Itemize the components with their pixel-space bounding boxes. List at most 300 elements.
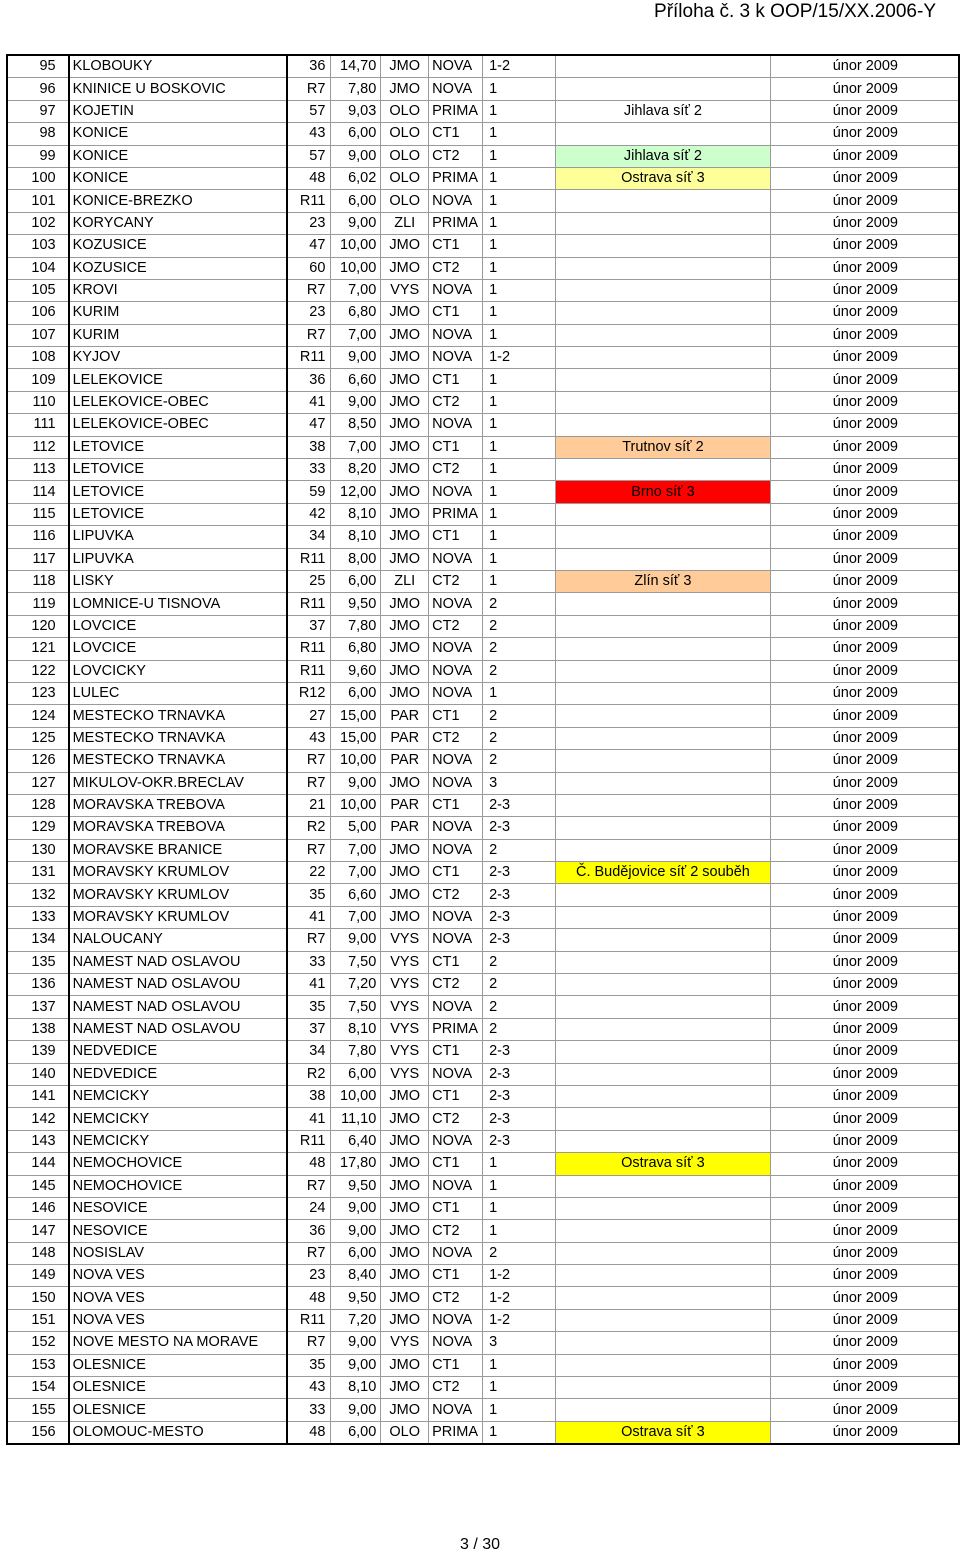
value-cell: 8,10 [331, 1018, 381, 1040]
row-number: 111 [7, 414, 69, 436]
row-number: 99 [7, 145, 69, 167]
zone-cell: 1 [483, 1153, 556, 1175]
location-name: NEMOCHOVICE [69, 1153, 288, 1175]
network-note [556, 794, 770, 816]
row-number: 122 [7, 660, 69, 682]
network-note [556, 593, 770, 615]
row-number: 100 [7, 167, 69, 189]
table-row [7, 1265, 959, 1287]
multiplex-type: CT1 [429, 705, 483, 727]
channel-code: 57 [287, 100, 331, 122]
channel-code: R11 [287, 347, 331, 369]
date-cell: únor 2009 [770, 1018, 959, 1040]
zone-cell: 2 [483, 996, 556, 1018]
value-cell: 6,00 [331, 570, 381, 592]
date-cell: únor 2009 [770, 1041, 959, 1063]
value-cell: 7,50 [331, 996, 381, 1018]
row-number: 121 [7, 638, 69, 660]
multiplex-type: PRIMA [429, 1421, 483, 1444]
zone-cell: 1 [483, 100, 556, 122]
region-code: JMO [381, 1242, 429, 1264]
table-body [7, 55, 959, 1444]
network-note [556, 615, 770, 637]
row-number: 110 [7, 391, 69, 413]
location-name: MORAVSKA TREBOVA [69, 817, 288, 839]
network-note [556, 839, 770, 861]
region-code: JMO [381, 1309, 429, 1331]
multiplex-type: CT1 [429, 1085, 483, 1107]
table-row [7, 347, 959, 369]
date-cell: únor 2009 [770, 414, 959, 436]
network-note [556, 1220, 770, 1242]
channel-code: 34 [287, 526, 331, 548]
zone-cell: 1 [483, 391, 556, 413]
network-note [556, 772, 770, 794]
region-code: JMO [381, 436, 429, 458]
location-name: LETOVICE [69, 503, 288, 525]
location-name: KOZUSICE [69, 235, 288, 257]
network-note [556, 235, 770, 257]
network-note [556, 1399, 770, 1421]
date-cell: únor 2009 [770, 884, 959, 906]
zone-cell: 2 [483, 660, 556, 682]
location-name: OLESNICE [69, 1399, 288, 1421]
date-cell: únor 2009 [770, 638, 959, 660]
location-name: NOSISLAV [69, 1242, 288, 1264]
channel-code: 36 [287, 369, 331, 391]
multiplex-type: NOVA [429, 1175, 483, 1197]
multiplex-type: NOVA [429, 481, 483, 503]
zone-cell: 2 [483, 951, 556, 973]
value-cell: 7,00 [331, 324, 381, 346]
table-row [7, 593, 959, 615]
value-cell: 9,00 [331, 347, 381, 369]
location-name: KLOBOUKY [69, 55, 288, 78]
network-note [556, 526, 770, 548]
value-cell: 6,00 [331, 1063, 381, 1085]
multiplex-type: NOVA [429, 817, 483, 839]
zone-cell: 1 [483, 279, 556, 301]
network-note [556, 212, 770, 234]
value-cell: 10,00 [331, 257, 381, 279]
date-cell: únor 2009 [770, 974, 959, 996]
region-code: JMO [381, 1197, 429, 1219]
row-number: 145 [7, 1175, 69, 1197]
location-name: KORYCANY [69, 212, 288, 234]
region-code: VYS [381, 1041, 429, 1063]
region-code: JMO [381, 481, 429, 503]
row-number: 103 [7, 235, 69, 257]
multiplex-type: CT1 [429, 794, 483, 816]
date-cell: únor 2009 [770, 145, 959, 167]
zone-cell: 2 [483, 615, 556, 637]
channel-code: R11 [287, 190, 331, 212]
network-note [556, 324, 770, 346]
channel-code: R12 [287, 682, 331, 704]
region-code: PAR [381, 727, 429, 749]
zone-cell: 2 [483, 727, 556, 749]
multiplex-type: CT2 [429, 570, 483, 592]
network-note [556, 1018, 770, 1040]
channel-code: 60 [287, 257, 331, 279]
table-row [7, 929, 959, 951]
zone-cell: 1 [483, 481, 556, 503]
date-cell: únor 2009 [770, 369, 959, 391]
value-cell: 8,00 [331, 548, 381, 570]
date-cell: únor 2009 [770, 772, 959, 794]
date-cell: únor 2009 [770, 190, 959, 212]
date-cell: únor 2009 [770, 839, 959, 861]
zone-cell: 2 [483, 593, 556, 615]
table-row [7, 436, 959, 458]
row-number: 143 [7, 1130, 69, 1152]
zone-cell: 1 [483, 302, 556, 324]
value-cell: 6,80 [331, 302, 381, 324]
value-cell: 9,60 [331, 660, 381, 682]
zone-cell: 2-3 [483, 1108, 556, 1130]
region-code: JMO [381, 257, 429, 279]
date-cell: únor 2009 [770, 503, 959, 525]
table-row [7, 369, 959, 391]
table-row [7, 727, 959, 749]
row-number: 101 [7, 190, 69, 212]
multiplex-type: NOVA [429, 324, 483, 346]
value-cell: 6,00 [331, 190, 381, 212]
date-cell: únor 2009 [770, 817, 959, 839]
multiplex-type: NOVA [429, 682, 483, 704]
network-note [556, 414, 770, 436]
date-cell: únor 2009 [770, 391, 959, 413]
network-note [556, 1287, 770, 1309]
multiplex-type: NOVA [429, 279, 483, 301]
multiplex-type: CT1 [429, 369, 483, 391]
location-name: KURIM [69, 302, 288, 324]
location-name: LETOVICE [69, 436, 288, 458]
value-cell: 11,10 [331, 1108, 381, 1130]
channel-code: 33 [287, 459, 331, 481]
row-number: 114 [7, 481, 69, 503]
date-cell: únor 2009 [770, 78, 959, 100]
row-number: 130 [7, 839, 69, 861]
channel-code: 21 [287, 794, 331, 816]
region-code: JMO [381, 906, 429, 928]
row-number: 124 [7, 705, 69, 727]
location-name: KOJETIN [69, 100, 288, 122]
region-code: VYS [381, 1063, 429, 1085]
multiplex-type: NOVA [429, 55, 483, 78]
location-name: LOMNICE-U TISNOVA [69, 593, 288, 615]
zone-cell: 3 [483, 772, 556, 794]
channel-code: R7 [287, 1242, 331, 1264]
channel-code: 48 [287, 1421, 331, 1444]
location-name: KYJOV [69, 347, 288, 369]
table-row [7, 1175, 959, 1197]
table-row [7, 1108, 959, 1130]
table-row [7, 817, 959, 839]
channel-code: 33 [287, 1399, 331, 1421]
channel-code: R7 [287, 1175, 331, 1197]
zone-cell: 2-3 [483, 906, 556, 928]
table-row [7, 1085, 959, 1107]
channel-code: 43 [287, 727, 331, 749]
network-note [556, 1265, 770, 1287]
value-cell: 6,00 [331, 1242, 381, 1264]
region-code: VYS [381, 1332, 429, 1354]
location-name: MORAVSKA TREBOVA [69, 794, 288, 816]
multiplex-type: NOVA [429, 996, 483, 1018]
location-name: NEMCICKY [69, 1130, 288, 1152]
channel-code: 35 [287, 1354, 331, 1376]
location-name: LOVCICE [69, 638, 288, 660]
row-number: 109 [7, 369, 69, 391]
table-row [7, 862, 959, 884]
network-note [556, 302, 770, 324]
channel-code: 33 [287, 951, 331, 973]
region-code: JMO [381, 660, 429, 682]
location-name: NOVA VES [69, 1287, 288, 1309]
date-cell: únor 2009 [770, 1377, 959, 1399]
channel-code: 47 [287, 414, 331, 436]
channel-code: 35 [287, 884, 331, 906]
channel-code: 23 [287, 212, 331, 234]
date-cell: únor 2009 [770, 526, 959, 548]
network-note [556, 190, 770, 212]
network-note [556, 78, 770, 100]
date-cell: únor 2009 [770, 862, 959, 884]
channel-code: 27 [287, 705, 331, 727]
zone-cell: 1 [483, 526, 556, 548]
row-number: 131 [7, 862, 69, 884]
zone-cell: 1 [483, 212, 556, 234]
table-row [7, 1287, 959, 1309]
region-code: JMO [381, 324, 429, 346]
channel-code: R7 [287, 839, 331, 861]
channel-code: 48 [287, 1287, 331, 1309]
table-row [7, 526, 959, 548]
region-code: OLO [381, 167, 429, 189]
multiplex-type: CT2 [429, 391, 483, 413]
channel-code: 38 [287, 1085, 331, 1107]
location-name: LELEKOVICE-OBEC [69, 391, 288, 413]
value-cell: 9,03 [331, 100, 381, 122]
channel-code: R7 [287, 750, 331, 772]
region-code: JMO [381, 638, 429, 660]
zone-cell: 1-2 [483, 55, 556, 78]
region-code: PAR [381, 750, 429, 772]
multiplex-type: NOVA [429, 839, 483, 861]
zone-cell: 1 [483, 1220, 556, 1242]
row-number: 126 [7, 750, 69, 772]
date-cell: únor 2009 [770, 548, 959, 570]
location-name: NAMEST NAD OSLAVOU [69, 1018, 288, 1040]
multiplex-type: CT2 [429, 1377, 483, 1399]
channel-code: 22 [287, 862, 331, 884]
channel-code: R11 [287, 593, 331, 615]
table-row [7, 1421, 959, 1444]
table-row [7, 503, 959, 525]
date-cell: únor 2009 [770, 1220, 959, 1242]
location-name: MORAVSKE BRANICE [69, 839, 288, 861]
network-note [556, 974, 770, 996]
multiplex-type: NOVA [429, 1242, 483, 1264]
value-cell: 6,60 [331, 884, 381, 906]
multiplex-type: CT1 [429, 1265, 483, 1287]
zone-cell: 2-3 [483, 794, 556, 816]
region-code: JMO [381, 1175, 429, 1197]
network-note [556, 638, 770, 660]
multiplex-type: CT2 [429, 615, 483, 637]
location-name: NEDVEDICE [69, 1041, 288, 1063]
zone-cell: 3 [483, 1332, 556, 1354]
channel-code: 34 [287, 1041, 331, 1063]
location-name: LISKY [69, 570, 288, 592]
zone-cell: 1 [483, 123, 556, 145]
date-cell: únor 2009 [770, 1153, 959, 1175]
date-cell: únor 2009 [770, 459, 959, 481]
value-cell: 6,02 [331, 167, 381, 189]
zone-cell: 1 [483, 436, 556, 458]
channel-code: 48 [287, 1153, 331, 1175]
network-note [556, 279, 770, 301]
value-cell: 8,50 [331, 414, 381, 436]
zone-cell: 2 [483, 705, 556, 727]
channel-code: 41 [287, 391, 331, 413]
row-number: 151 [7, 1309, 69, 1331]
row-number: 123 [7, 682, 69, 704]
value-cell: 10,00 [331, 235, 381, 257]
channel-code: R2 [287, 817, 331, 839]
table-row [7, 190, 959, 212]
date-cell: únor 2009 [770, 55, 959, 78]
table-row [7, 548, 959, 570]
value-cell: 10,00 [331, 750, 381, 772]
date-cell: únor 2009 [770, 167, 959, 189]
table-row [7, 884, 959, 906]
network-note [556, 123, 770, 145]
region-code: JMO [381, 1287, 429, 1309]
table-row [7, 324, 959, 346]
zone-cell: 1 [483, 167, 556, 189]
region-code: OLO [381, 145, 429, 167]
table-row [7, 1197, 959, 1219]
network-note [556, 257, 770, 279]
zone-cell: 1-2 [483, 1309, 556, 1331]
document-header: Příloha č. 3 k OOP/15/XX.2006-Y [654, 1, 936, 22]
table-row [7, 772, 959, 794]
location-name: KURIM [69, 324, 288, 346]
date-cell: únor 2009 [770, 212, 959, 234]
multiplex-type: CT2 [429, 727, 483, 749]
table-row [7, 1220, 959, 1242]
table-row [7, 1309, 959, 1331]
row-number: 108 [7, 347, 69, 369]
value-cell: 7,20 [331, 1309, 381, 1331]
zone-cell: 1-2 [483, 1287, 556, 1309]
value-cell: 9,50 [331, 593, 381, 615]
value-cell: 8,10 [331, 1377, 381, 1399]
row-number: 139 [7, 1041, 69, 1063]
network-note [556, 1108, 770, 1130]
date-cell: únor 2009 [770, 1175, 959, 1197]
channel-code: 41 [287, 906, 331, 928]
location-name: OLESNICE [69, 1377, 288, 1399]
multiplex-type: PRIMA [429, 100, 483, 122]
table-row [7, 414, 959, 436]
network-note [556, 906, 770, 928]
table-row [7, 1041, 959, 1063]
channel-code: R11 [287, 1130, 331, 1152]
network-note [556, 1041, 770, 1063]
row-number: 146 [7, 1197, 69, 1219]
region-code: JMO [381, 615, 429, 637]
zone-cell: 2-3 [483, 817, 556, 839]
value-cell: 12,00 [331, 481, 381, 503]
network-note [556, 750, 770, 772]
row-number: 153 [7, 1354, 69, 1376]
location-name: MESTECKO TRNAVKA [69, 727, 288, 749]
zone-cell: 2-3 [483, 929, 556, 951]
network-note [556, 1332, 770, 1354]
region-code: OLO [381, 123, 429, 145]
location-name: NAMEST NAD OSLAVOU [69, 951, 288, 973]
network-note [556, 727, 770, 749]
region-code: JMO [381, 235, 429, 257]
channel-code: 41 [287, 1108, 331, 1130]
date-cell: únor 2009 [770, 951, 959, 973]
date-cell: únor 2009 [770, 1063, 959, 1085]
region-code: VYS [381, 974, 429, 996]
location-name: KNINICE U BOSKOVIC [69, 78, 288, 100]
location-name: KONICE [69, 167, 288, 189]
table-row [7, 906, 959, 928]
value-cell: 8,20 [331, 459, 381, 481]
date-cell: únor 2009 [770, 1242, 959, 1264]
multiplex-type: NOVA [429, 1309, 483, 1331]
date-cell: únor 2009 [770, 100, 959, 122]
region-code: JMO [381, 772, 429, 794]
date-cell: únor 2009 [770, 1309, 959, 1331]
date-cell: únor 2009 [770, 996, 959, 1018]
value-cell: 17,80 [331, 1153, 381, 1175]
date-cell: únor 2009 [770, 1265, 959, 1287]
multiplex-type: PRIMA [429, 167, 483, 189]
date-cell: únor 2009 [770, 1287, 959, 1309]
row-number: 95 [7, 55, 69, 78]
value-cell: 9,50 [331, 1287, 381, 1309]
location-name: LIPUVKA [69, 548, 288, 570]
region-code: ZLI [381, 212, 429, 234]
date-cell: únor 2009 [770, 123, 959, 145]
location-name: LETOVICE [69, 459, 288, 481]
value-cell: 15,00 [331, 727, 381, 749]
value-cell: 9,00 [331, 391, 381, 413]
zone-cell: 1 [483, 548, 556, 570]
zone-cell: 1 [483, 1197, 556, 1219]
date-cell: únor 2009 [770, 1354, 959, 1376]
table-row [7, 1332, 959, 1354]
location-name: KONICE [69, 145, 288, 167]
table-row [7, 839, 959, 861]
multiplex-type: NOVA [429, 190, 483, 212]
row-number: 134 [7, 929, 69, 951]
network-note [556, 1130, 770, 1152]
table-row [7, 302, 959, 324]
row-number: 105 [7, 279, 69, 301]
region-code: JMO [381, 526, 429, 548]
channel-code: 48 [287, 167, 331, 189]
multiplex-type: CT1 [429, 235, 483, 257]
channel-code: R7 [287, 929, 331, 951]
